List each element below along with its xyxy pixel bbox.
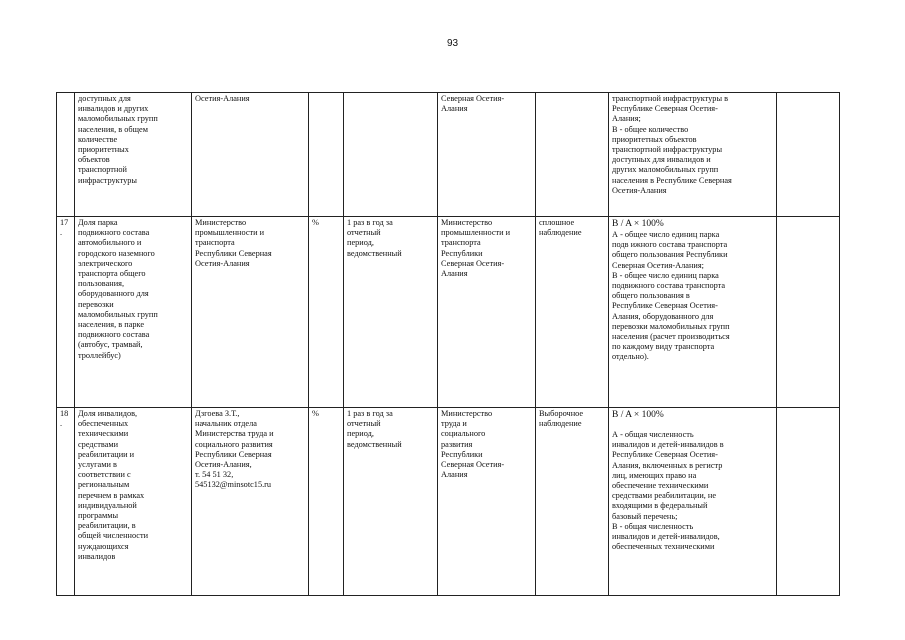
indicator-name: доступных для инвалидов и других маломобильных групп населения, в общем количестве приоритетных объектов транспортной инфраструктуры — [75, 93, 192, 217]
description-part: В - общая численность инвалидов и детей-инвалидов, обеспеченных техническими — [612, 521, 720, 552]
row-number: 18 . — [57, 408, 75, 596]
row-number — [57, 93, 75, 217]
collection-method: сплошное наблюдение — [536, 217, 609, 408]
table-row — [57, 93, 840, 217]
responsible-body: Осетия-Алания — [192, 93, 309, 217]
data-source: Министерство промышленности и транспорта Республики Северная Осетия- Алания — [438, 217, 536, 408]
indicators-table — [56, 92, 840, 596]
periodicity-cell: 1 раз в год за отчетный период, ведомственный — [344, 217, 438, 408]
extra-cell — [777, 93, 840, 217]
unit-cell: % — [309, 408, 344, 596]
collection-method: Выборочное наблюдение — [536, 408, 609, 596]
row-number: 17 . — [57, 217, 75, 408]
data-source: Министерство труда и социального развития Республики Северная Осетия- Алания — [438, 408, 536, 596]
formula: B / A × 100% — [612, 410, 664, 420]
unit-cell: % — [309, 217, 344, 408]
collection-method — [536, 93, 609, 217]
calculation-description — [609, 217, 777, 408]
description-part: В - общее количество приоритетных объектов транспортной инфраструктуры доступных для инвалидов и других маломобильных групп населения в Республике Северная Осетия-Алания — [612, 124, 732, 195]
extra-cell — [777, 217, 840, 408]
data-source: Северная Осетия- Алания — [438, 93, 536, 217]
responsible-body: Дзгоева З.Т., начальник отдела Министерства труда и социального развития Республики Северная Осетия-Алания, т. 54 51 32, 545132@minsotc15.ru — [192, 408, 309, 596]
unit-cell — [309, 93, 344, 217]
description-part: А - общее число единиц парка подв ижного состава транспорта общего пользования Республики Северная Осетия-Алания; — [612, 230, 728, 270]
responsible-body: Министерство промышленности и транспорта Республики Северная Осетия-Алания — [192, 217, 309, 408]
formula: B / A × 100% — [612, 219, 664, 229]
periodicity-cell — [344, 93, 438, 217]
table-row — [57, 217, 840, 408]
periodicity-cell: 1 раз в год за отчетный период, ведомственный — [344, 408, 438, 596]
table-row — [57, 408, 840, 596]
calculation-description — [609, 93, 777, 217]
indicator-name: Доля парка подвижного состава автомобильного и городского наземного электрического транспорта общего пользования, оборудованного для перевозки маломобильных групп населения, в парке подвижного состава (автобус, трамвай, троллейбус) — [75, 217, 192, 408]
page-number: 93 — [446, 38, 459, 49]
description-part: транспортной инфраструктуры в Республике Северная Осетия- Алания; — [612, 94, 729, 124]
extra-cell — [777, 408, 840, 596]
indicator-name: Доля инвалидов, обеспеченных техническими средствами реабилитации и услугами в соответствии с региональным перечнем в рамках индивидуальной программы реабилитации, в общей численности нуждающихся инвалидов — [75, 408, 192, 596]
description-part: В - общее число единиц парка подвижного состава транспорта общего пользования в Республике Северная Осетия- Алания, оборудованного для перевозки маломобильных групп населения (расчет производиться по каждому виду транспорта отдельно). — [612, 270, 730, 362]
description-part: А - общая численность инвалидов и детей-инвалидов в Республике Северная Осетия- Алания, включенных в регистр лиц, имеющих право на обеспечение техническими средствами реабилитации, не входящими в федеральный базовый перечень; — [612, 430, 724, 521]
calculation-description — [609, 408, 777, 596]
